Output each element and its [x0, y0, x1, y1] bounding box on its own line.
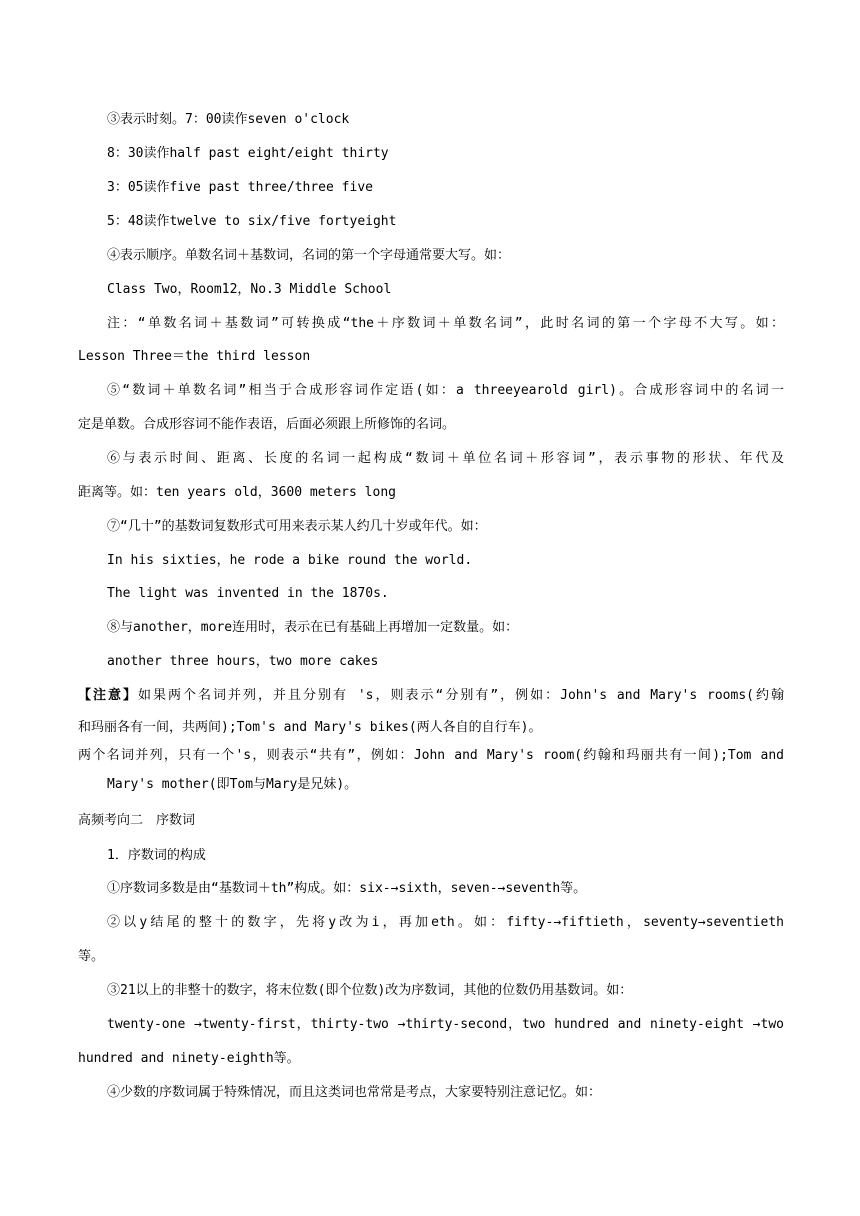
text-line: ②以y结尾的整十的数字，先将y改为i，再加eth。如：fifty-→fiftieth，seventy→seventieth — [107, 915, 784, 930]
note-line: 和玛丽各有一间，共两间);Tom's and Mary's bikes(两人各自的自行车)。 — [78, 720, 542, 735]
note-label: 【注意】 — [78, 688, 139, 703]
text-line: 8：30读作half past eight/eight thirty — [107, 146, 389, 161]
note-line: Mary's mother(即Tom与Mary是兄妹)。 — [107, 777, 358, 792]
note-text: 如果两个名词并列，并且分别有 's，则表示“分别有”，例如：John's and Mary's rooms(约翰 — [138, 688, 784, 703]
text-line: Class Two，Room12，No.3 Middle School — [107, 282, 392, 297]
text-line: 5：48读作twelve to six/five fortyeight — [107, 214, 397, 229]
text-line: ⑧与another，more连用时，表示在已有基础上再增加一定数量。如： — [107, 620, 519, 635]
text-line: In his sixties，he rode a bike round the world. — [107, 553, 473, 568]
text-line: ⑤“数词＋单数名词”相当于合成形容词作定语(如：a threeyearold girl)。合成形容词中的名词一 — [107, 383, 784, 398]
text-line: Lesson Three＝the third lesson — [78, 349, 311, 364]
text-line: The light was invented in the 1870s. — [107, 586, 389, 601]
text-line: 定是单数。合成形容词不能作表语，后面必须跟上所修饰的名词。 — [78, 417, 456, 432]
text-line: another three hours，two more cakes — [107, 654, 379, 669]
text-line: ③21以上的非整十的数字，将末位数(即个位数)改为序数词，其他的位数仍用基数词。如： — [107, 983, 633, 998]
text-line: 等。 — [78, 949, 105, 964]
text-line: hundred and ninety-eighth等。 — [78, 1051, 300, 1066]
text-line: ⑦“几十”的基数词复数形式可用来表示某人约几十岁或年代。如： — [107, 519, 487, 534]
note-line: 两个名词并列，只有一个's，则表示“共有”，例如：John and Mary's room(约翰和玛丽共有一间);Tom and — [78, 748, 784, 763]
text-line: 注：“单数名词＋基数词”可转换成“the＋序数词＋单数名词”，此时名词的第一个字母不大写。如： — [107, 316, 784, 331]
text-line: 3：05读作five past three/three five — [107, 180, 373, 195]
note-line — [78, 687, 784, 705]
text-line: ③表示时刻。7：00读作seven o'clock — [107, 112, 350, 127]
text-line: 1．序数词的构成 — [107, 848, 206, 863]
text-line: ⑥与表示时间、距离、长度的名词一起构成“数词＋单位名词＋形容词”，表示事物的形状、年代及 — [107, 451, 784, 466]
text-line: 距离等。如：ten years old，3600 meters long — [78, 485, 396, 500]
text-line: ①序数词多数是由“基数词＋th”构成。如：six-→sixth，seven-→seventh等。 — [107, 881, 587, 896]
text-line: ④少数的序数词属于特殊情况，而且这类词也常常是考点，大家要特别注意记忆。如： — [107, 1085, 602, 1100]
text-line: twenty-one →twenty-first，thirty-two →thirty-second，two hundred and ninety-eight →two — [107, 1017, 784, 1032]
text-line: ④表示顺序。单数名词＋基数词，名词的第一个字母通常要大写。如： — [107, 248, 511, 263]
section-title: 高频考向二 序数词 — [78, 813, 196, 828]
